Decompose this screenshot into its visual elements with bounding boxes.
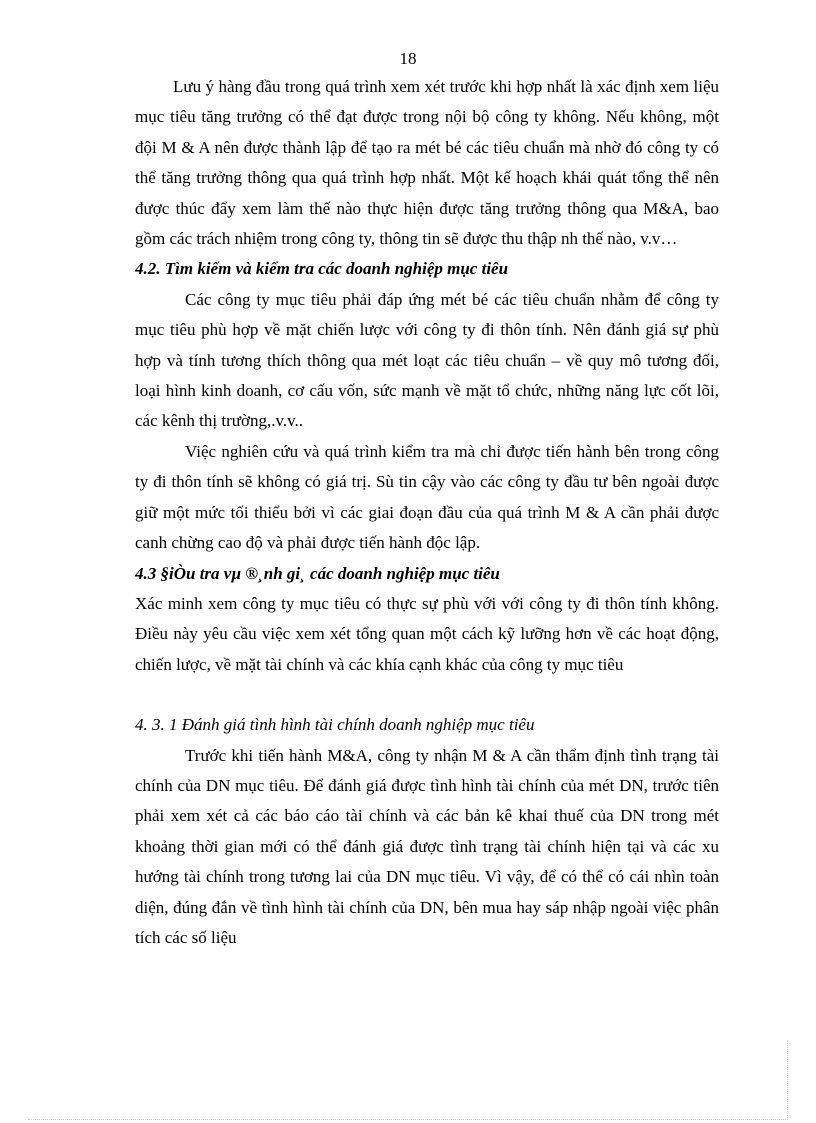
page-bottom-border bbox=[28, 1119, 788, 1120]
paragraph-pre-merger-review: Lưu ý hàng đầu trong quá trình xem xét trước khi hợp nhất là xác định xem liệu mục tiêu tăng trưởng có thể đạt được trong nội bộ công ty không. Nếu không, một đội M & A nên được thành lập để tạo ra mét bé các tiêu chuẩn mà nhờ đó công ty có thể tăng trưởng thông qua quá trình hợp nhất. Một kế hoạch khái quát tổng thể nên được thúc đẩy xem làm thế nào thực hiện được tăng trưởng thông qua M&A, bao gồm các trách nhiệm trong công ty, thông tin sẽ được thu thập nh thế nào, v.v… bbox=[135, 77, 719, 249]
heading-4-2: 4.2. Tìm kiếm và kiểm tra các doanh nghiệp mục tiêu bbox=[135, 259, 509, 279]
paragraph-target-criteria: Các công ty mục tiêu phải đáp ứng mét bé các tiêu chuẩn nhằm để công ty mục tiêu phù hợp về mặt chiến lược với công ty đi thôn tính. Nên đánh giá sự phù hợp và tính tương thích thông qua mét loạt các tiêu chuẩn – về quy mô tương đối, loại hình kinh doanh, cơ cấu vốn, sức mạnh về mặt tổ chức, những năng lực cốt lõi, các kênh thị trường,.v.v.. bbox=[135, 289, 719, 431]
heading-4-3: 4.3 §iÒu tra vµ ®¸nh gi¸ các doanh nghiệp mục tiêu bbox=[135, 563, 500, 583]
paragraph-research-process: Việc nghiên cứu và quá trình kiểm tra mà chỉ được tiến hành bên trong công ty đi thôn tính sẽ không có giá trị. Sù tin cậy vào các công ty đầu tư bên ngoài được giữ một mức tối thiểu bởi vì các giai đoạn đầu của quá trình M & A cần phải được canh chừng cao độ và phải được tiến hành độc lập. bbox=[135, 441, 719, 553]
paragraph-verify-target: Xác minh xem công ty mục tiêu có thực sự phù với với công ty đi thôn tính không. Điều này yêu cầu việc xem xét tổng quan một cách kỹ lưỡng hơn về các hoạt động, chiến lược, về mặt tài chính và các khía cạnh khác của công ty mục tiêu bbox=[135, 593, 719, 674]
page-right-border bbox=[787, 1040, 788, 1118]
heading-4-3-1: 4. 3. 1 Đánh giá tình hình tài chính doanh nghiệp mục tiêu bbox=[135, 715, 535, 735]
paragraph-financial-assessment: Trước khi tiến hành M&A, công ty nhận M & A cần thẩm định tình trạng tài chính của DN mục tiêu. Để đánh giá được tình hình tài chính của mét DN, trước tiên phải xem xét cả các báo cáo tài chính và các bản kê khai thuế của DN trong mét khoảng thời gian mới có thể đánh giá được tình trạng tài chính hiện tại và các xu hướng tài chính trong tương lai của DN mục tiêu. Vì vậy, để có thể có cái nhìn toàn diện, đúng đắn về tình hình tài chính của DN, bên mua hay sáp nhập ngoài việc phân tích các số liệu bbox=[135, 745, 719, 947]
page-content bbox=[135, 72, 719, 953]
blank-line bbox=[135, 680, 719, 710]
page-number: 18 bbox=[399, 49, 417, 68]
